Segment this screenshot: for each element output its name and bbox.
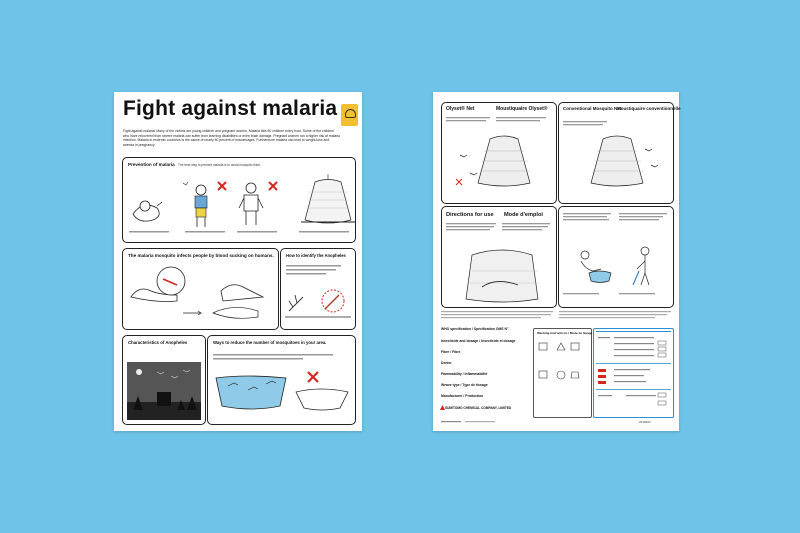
washing-symbols xyxy=(537,341,587,413)
product-code: 2619303 xyxy=(639,420,651,424)
weave-label: Weave type / Type de tissage xyxy=(441,383,488,387)
conventional-panel xyxy=(558,102,681,204)
night-scene-illustration xyxy=(127,362,201,420)
child-sleeping-figure xyxy=(133,201,162,221)
malaria-poster-sheet xyxy=(114,92,362,431)
brand-logo xyxy=(341,104,358,126)
infection-panel xyxy=(122,248,279,330)
characteristics-title: Characteristics of Anopheles xyxy=(128,340,188,345)
who-spec-label: WHO specification / Spécification OMS N° xyxy=(441,327,509,331)
infection-title: The malaria mosquito infects people by blood sucking on humans. xyxy=(128,253,274,258)
directions-illustration xyxy=(442,221,556,307)
prevention-illustration xyxy=(123,168,355,242)
footer-fine-print xyxy=(441,419,501,425)
prevention-panel xyxy=(122,157,356,243)
reduction-title: Ways to reduce the number of mosquitoes in your area. xyxy=(213,340,327,345)
moustiquaire-olyset-heading: Moustiquaire Olyset® xyxy=(496,106,548,112)
washing-instructions-box xyxy=(533,328,592,418)
fine-print-block xyxy=(441,311,671,323)
insecticide-label: Insecticide and dosage / Insecticide et dosage xyxy=(441,339,516,343)
washing-heading: Washing Instructions / Mode de lavage xyxy=(537,331,593,335)
moustiquaire-conventionnelle-heading: Moustiquaire conventionnelle xyxy=(617,106,681,111)
bed-net-figure xyxy=(301,174,355,223)
fibre-label: Fibre / Fibre xyxy=(441,350,461,354)
water-container-illustration xyxy=(208,350,355,424)
directions-panel xyxy=(441,206,557,308)
olyset-net-heading: Olyset® Net xyxy=(446,106,475,112)
mode-emploi-heading: Mode d'emploi xyxy=(504,212,543,218)
washing-illustration xyxy=(559,207,673,307)
washing-illustration-panel xyxy=(558,206,674,308)
company-name: SUMITOMO CHEMICAL COMPANY, LIMITED xyxy=(445,406,512,410)
identify-illustration xyxy=(281,261,355,329)
poster-intro xyxy=(123,129,341,147)
reduction-panel xyxy=(207,335,356,425)
conventional-net-illustration xyxy=(559,119,673,203)
directions-heading: Directions for use xyxy=(446,212,494,218)
net-info-sheet xyxy=(433,92,679,431)
identify-panel xyxy=(280,248,356,330)
characteristics-panel xyxy=(122,335,206,425)
identify-title: How to identify the Anopheles xyxy=(286,253,346,258)
infection-illustration xyxy=(123,261,278,329)
intro-text: Fight against malaria! Many of the victims are young children and pregnant women. Malaria kills 50 children every hour. Some of the children who have recovered from severe malaria can suffer from learning disabilities or even brain damage. Pregnant women run a higher risk of malaria infection. Malaria in endemic countries is the cause of nearly 50 percent of miscarriages. Furthermore malaria can lead to weight-loss and anemia in pregnancy. xyxy=(123,129,341,147)
child-bitten-figure xyxy=(183,182,226,227)
denier-label: Denier xyxy=(441,361,452,365)
olyset-panel xyxy=(441,102,557,204)
prevention-subtitle: The best way to prevent malaria is to avoid mosquito bites. xyxy=(178,163,261,167)
poster-title: Fight against malaria xyxy=(123,97,338,120)
olyset-net-illustration xyxy=(442,115,556,203)
prevention-title: Prevention of malaria xyxy=(128,162,175,167)
company-logo-icon xyxy=(440,405,445,410)
adult-bitten-figure xyxy=(239,182,277,225)
size-color-table xyxy=(596,331,671,415)
size-color-box xyxy=(593,328,674,418)
flammability-label: Flammability / Inflammabilité xyxy=(441,372,488,376)
manufacturer-label: Manufacturer / Production xyxy=(441,394,484,398)
conventional-net-heading: Conventional Mosquito Net xyxy=(563,106,622,111)
